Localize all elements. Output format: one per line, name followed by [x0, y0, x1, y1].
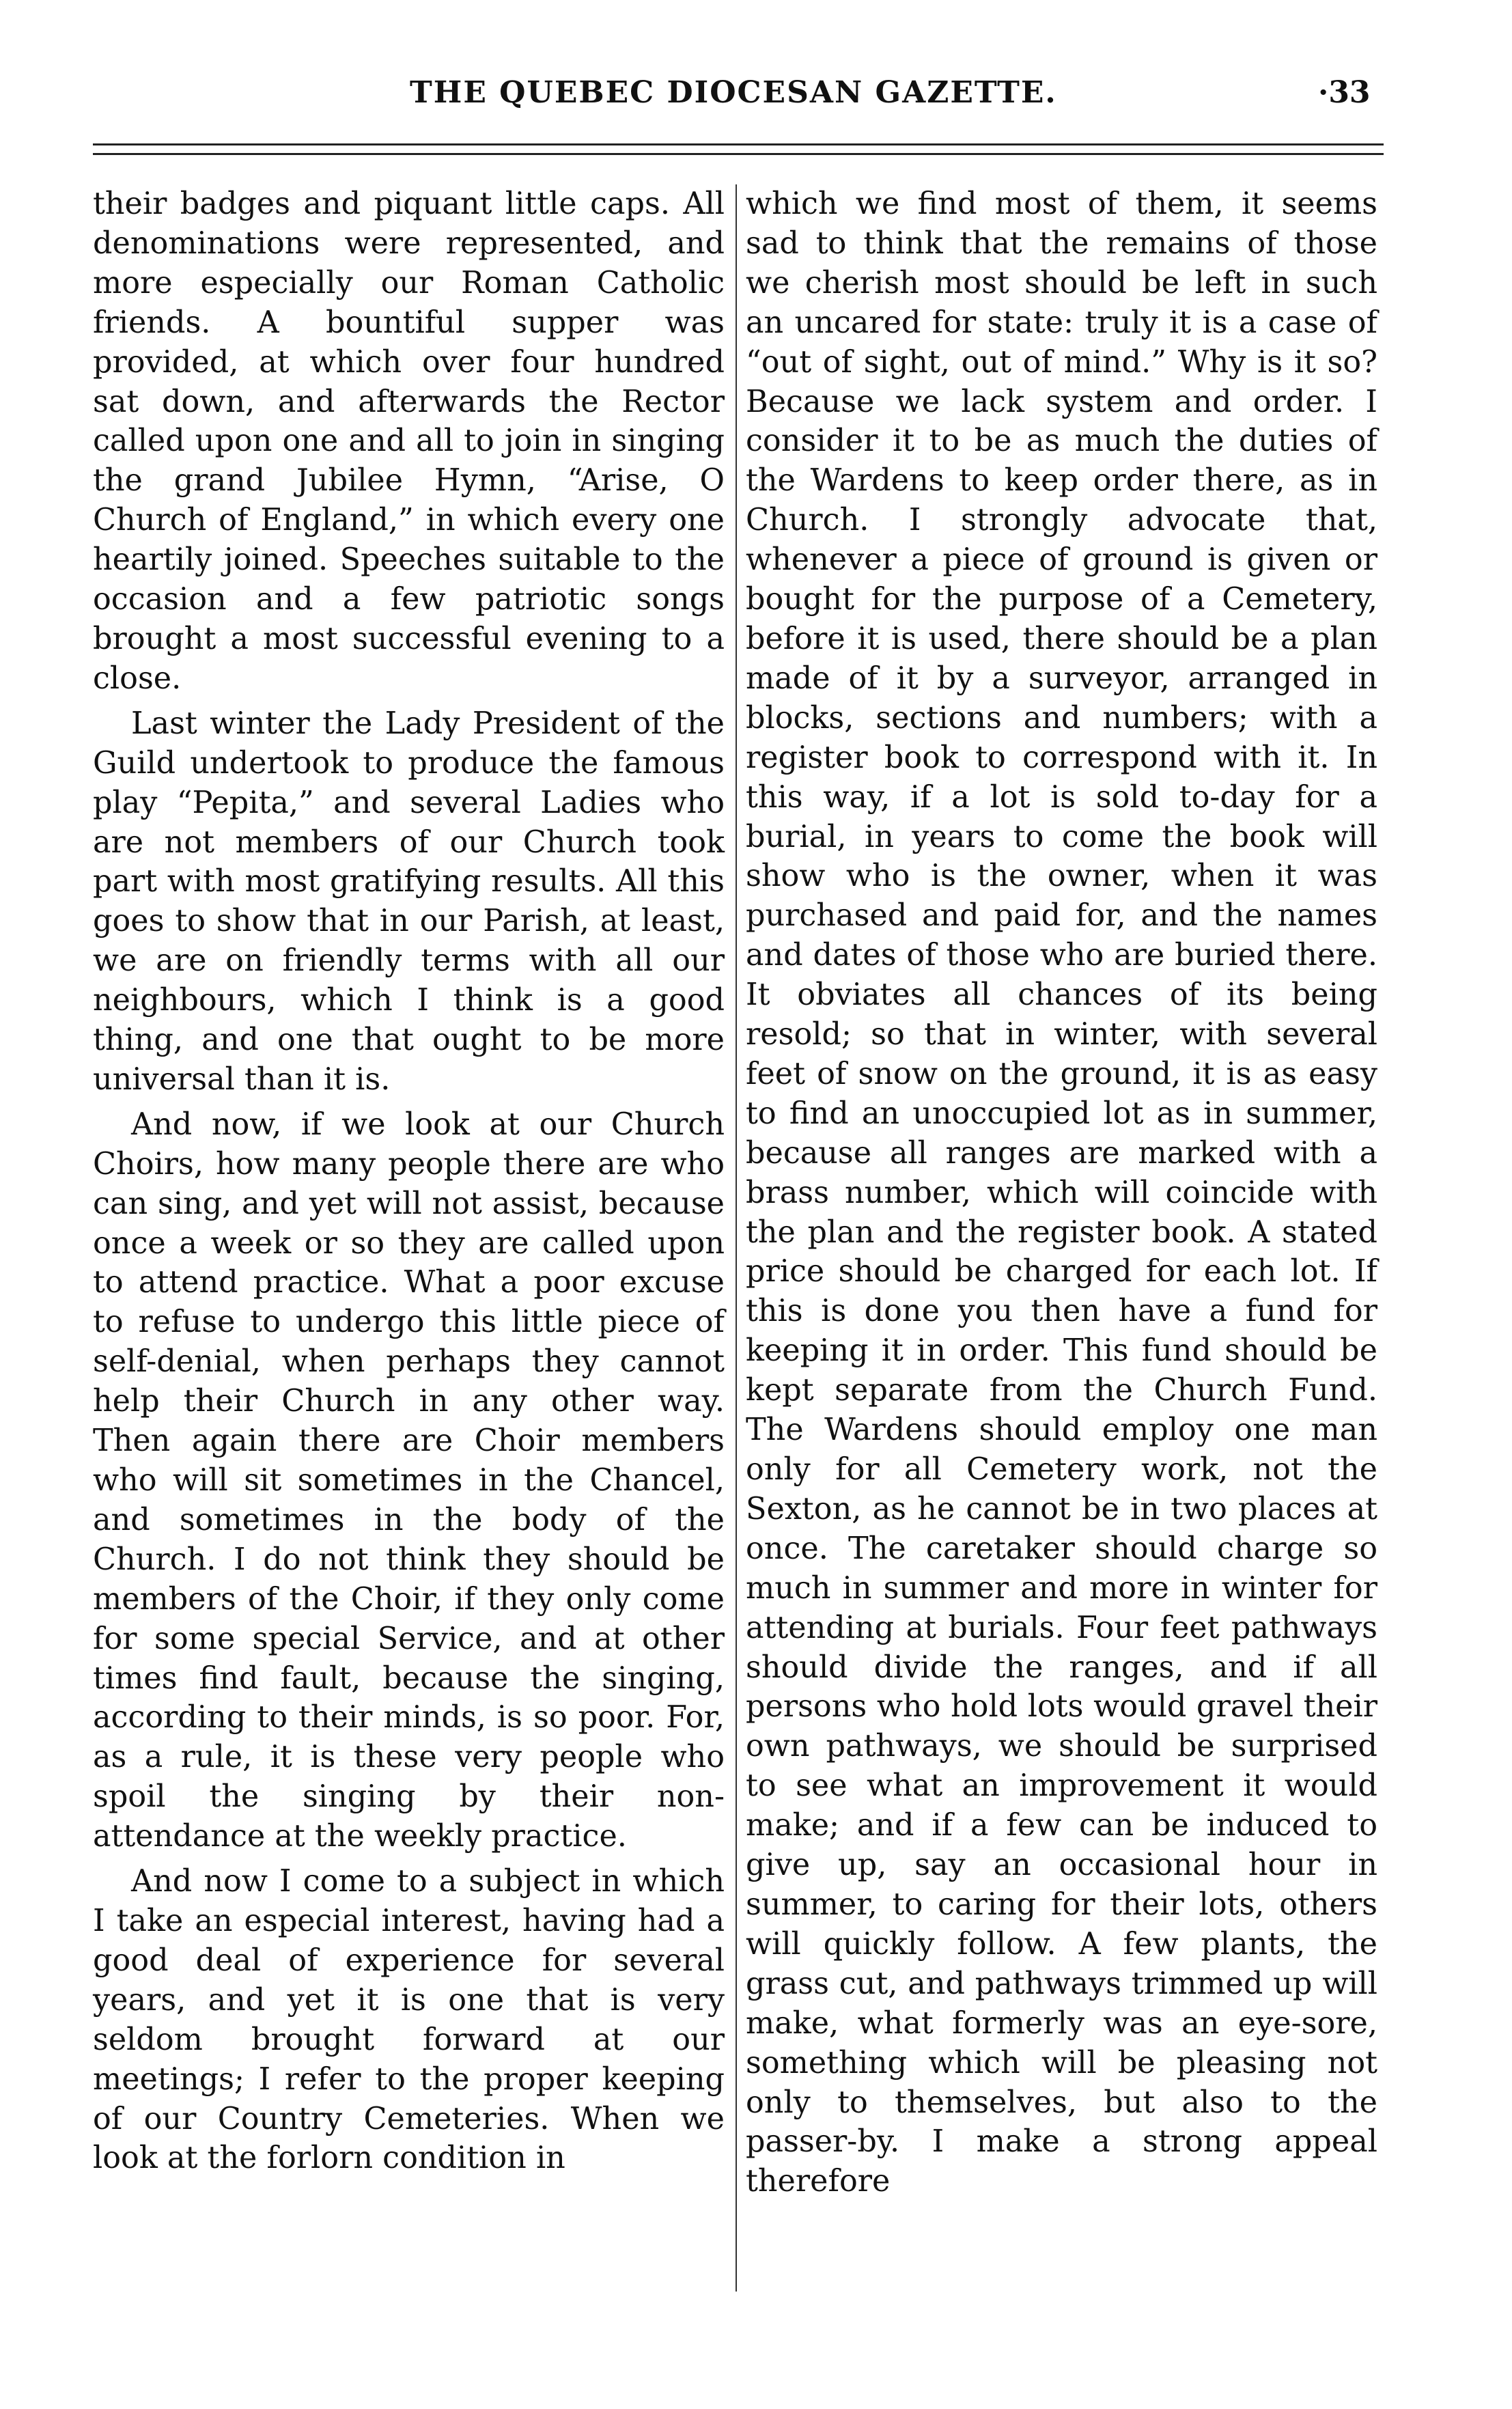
header-rule-top: [93, 143, 1384, 145]
column-divider: [736, 184, 737, 2292]
left-paragraph-3: And now, if we look at our Church Choirs, how many people there are who can sing, and yet will not assist, because once a week or so they are called upon to attend practice. What a poor excuse to refuse to undergo this little piece of self-denial, when perhaps they cannot help their Church in any other way. Then again there are Choir members who will sit sometimes in the Chancel, and sometimes in the body of the Church. I do not think they should be members of the Choir, if they only come for some special Service, and at other times find fault, because the singing, according to their minds, is so poor. For, as a rule, it is these very people who spoil the singing by their non-attendance at the weekly practice.: [93, 1106, 725, 1854]
left-paragraph-2: Last winter the Lady President of the Guild undertook to produce the famous play “Pepita,” and several Ladies who are not members of our Church took part with most gratifying results. All this goes to show that in our Parish, at least, we are on friendly terms with all our neighbours, which I think is a good thing, and one that ought to be more universal than it is.: [93, 706, 725, 1097]
left-column: [93, 184, 725, 2178]
header-rule-bottom: [93, 153, 1384, 155]
right-paragraph-1: which we find most of them, it seems sad to think that the remains of those we cherish most should be left in such an uncared for state: truly it is a case of “out of sight, out of mind.” Why is it so? Because we lack system and order. I consider it to be as much the duties of the Wardens to keep order there, as in Church. I strongly advocate that, whenever a piece of ground is given or bought for the purpose of a Cemetery, before it is used, there should be a plan made of it by a surveyor, arranged in blocks, sections and numbers; with a register book to correspond with it. In this way, if a lot is sold to-day for a burial, in years to come the book will show who is the owner, when it was purchased and paid for, and the names and dates of those who are buried there. It obviates all chances of its being resold; so that in winter, with several feet of snow on the ground, it is as easy to find an unoccupied lot as in summer, because all ranges are marked with a brass number, which will coincide with the plan and the register book. A stated price should be charged for each lot. If this is done you then have a fund for keeping it in order. This fund should be kept separate from the Church Fund. The Wardens should employ one man only for all Cemetery work, not the Sexton, as he cannot be in two places at once. The caretaker should charge so much in summer and more in winter for attending at burials. Four feet pathways should divide the ranges, and if all persons who hold lots would gravel their own pathways, we should be surprised to see what an improvement it would make; and if a few can be induced to give up, say an occasional hour in summer, to caring for their lots, others will quickly follow. A few plants, the grass cut, and pathways trimmed up will make, what formerly was an eye-sore, something which will be pleasing not only to themselves, but also to the passer-by. I make a strong appeal therefore: [746, 186, 1377, 2199]
left-paragraph-1: their badges and piquant little caps. All denominations were represented, and more especially our Roman Catholic friends. A bountiful supper was provided, at which over four hundred sat down, and afterwards the Rector called upon one and all to join in singing the grand Jubilee Hymn, “Arise, O Church of England,” in which every one heartily joined. Speeches suitable to the occasion and a few patriotic songs brought a most successful evening to a close.: [93, 186, 725, 696]
left-paragraph-4: And now I come to a subject in which I take an especial interest, having had a good deal of experience for several years, and yet it is one that is very seldom brought forward at our meetings; I refer to the proper keeping of our Country Cemeteries. When we look at the forlorn condition in: [93, 1864, 725, 2176]
publication-title: THE QUEBEC DIOCESAN GAZETTE.: [410, 75, 1057, 110]
page-number: ·33: [1318, 75, 1371, 110]
right-column: [746, 184, 1377, 2201]
page-header: [0, 75, 1512, 116]
